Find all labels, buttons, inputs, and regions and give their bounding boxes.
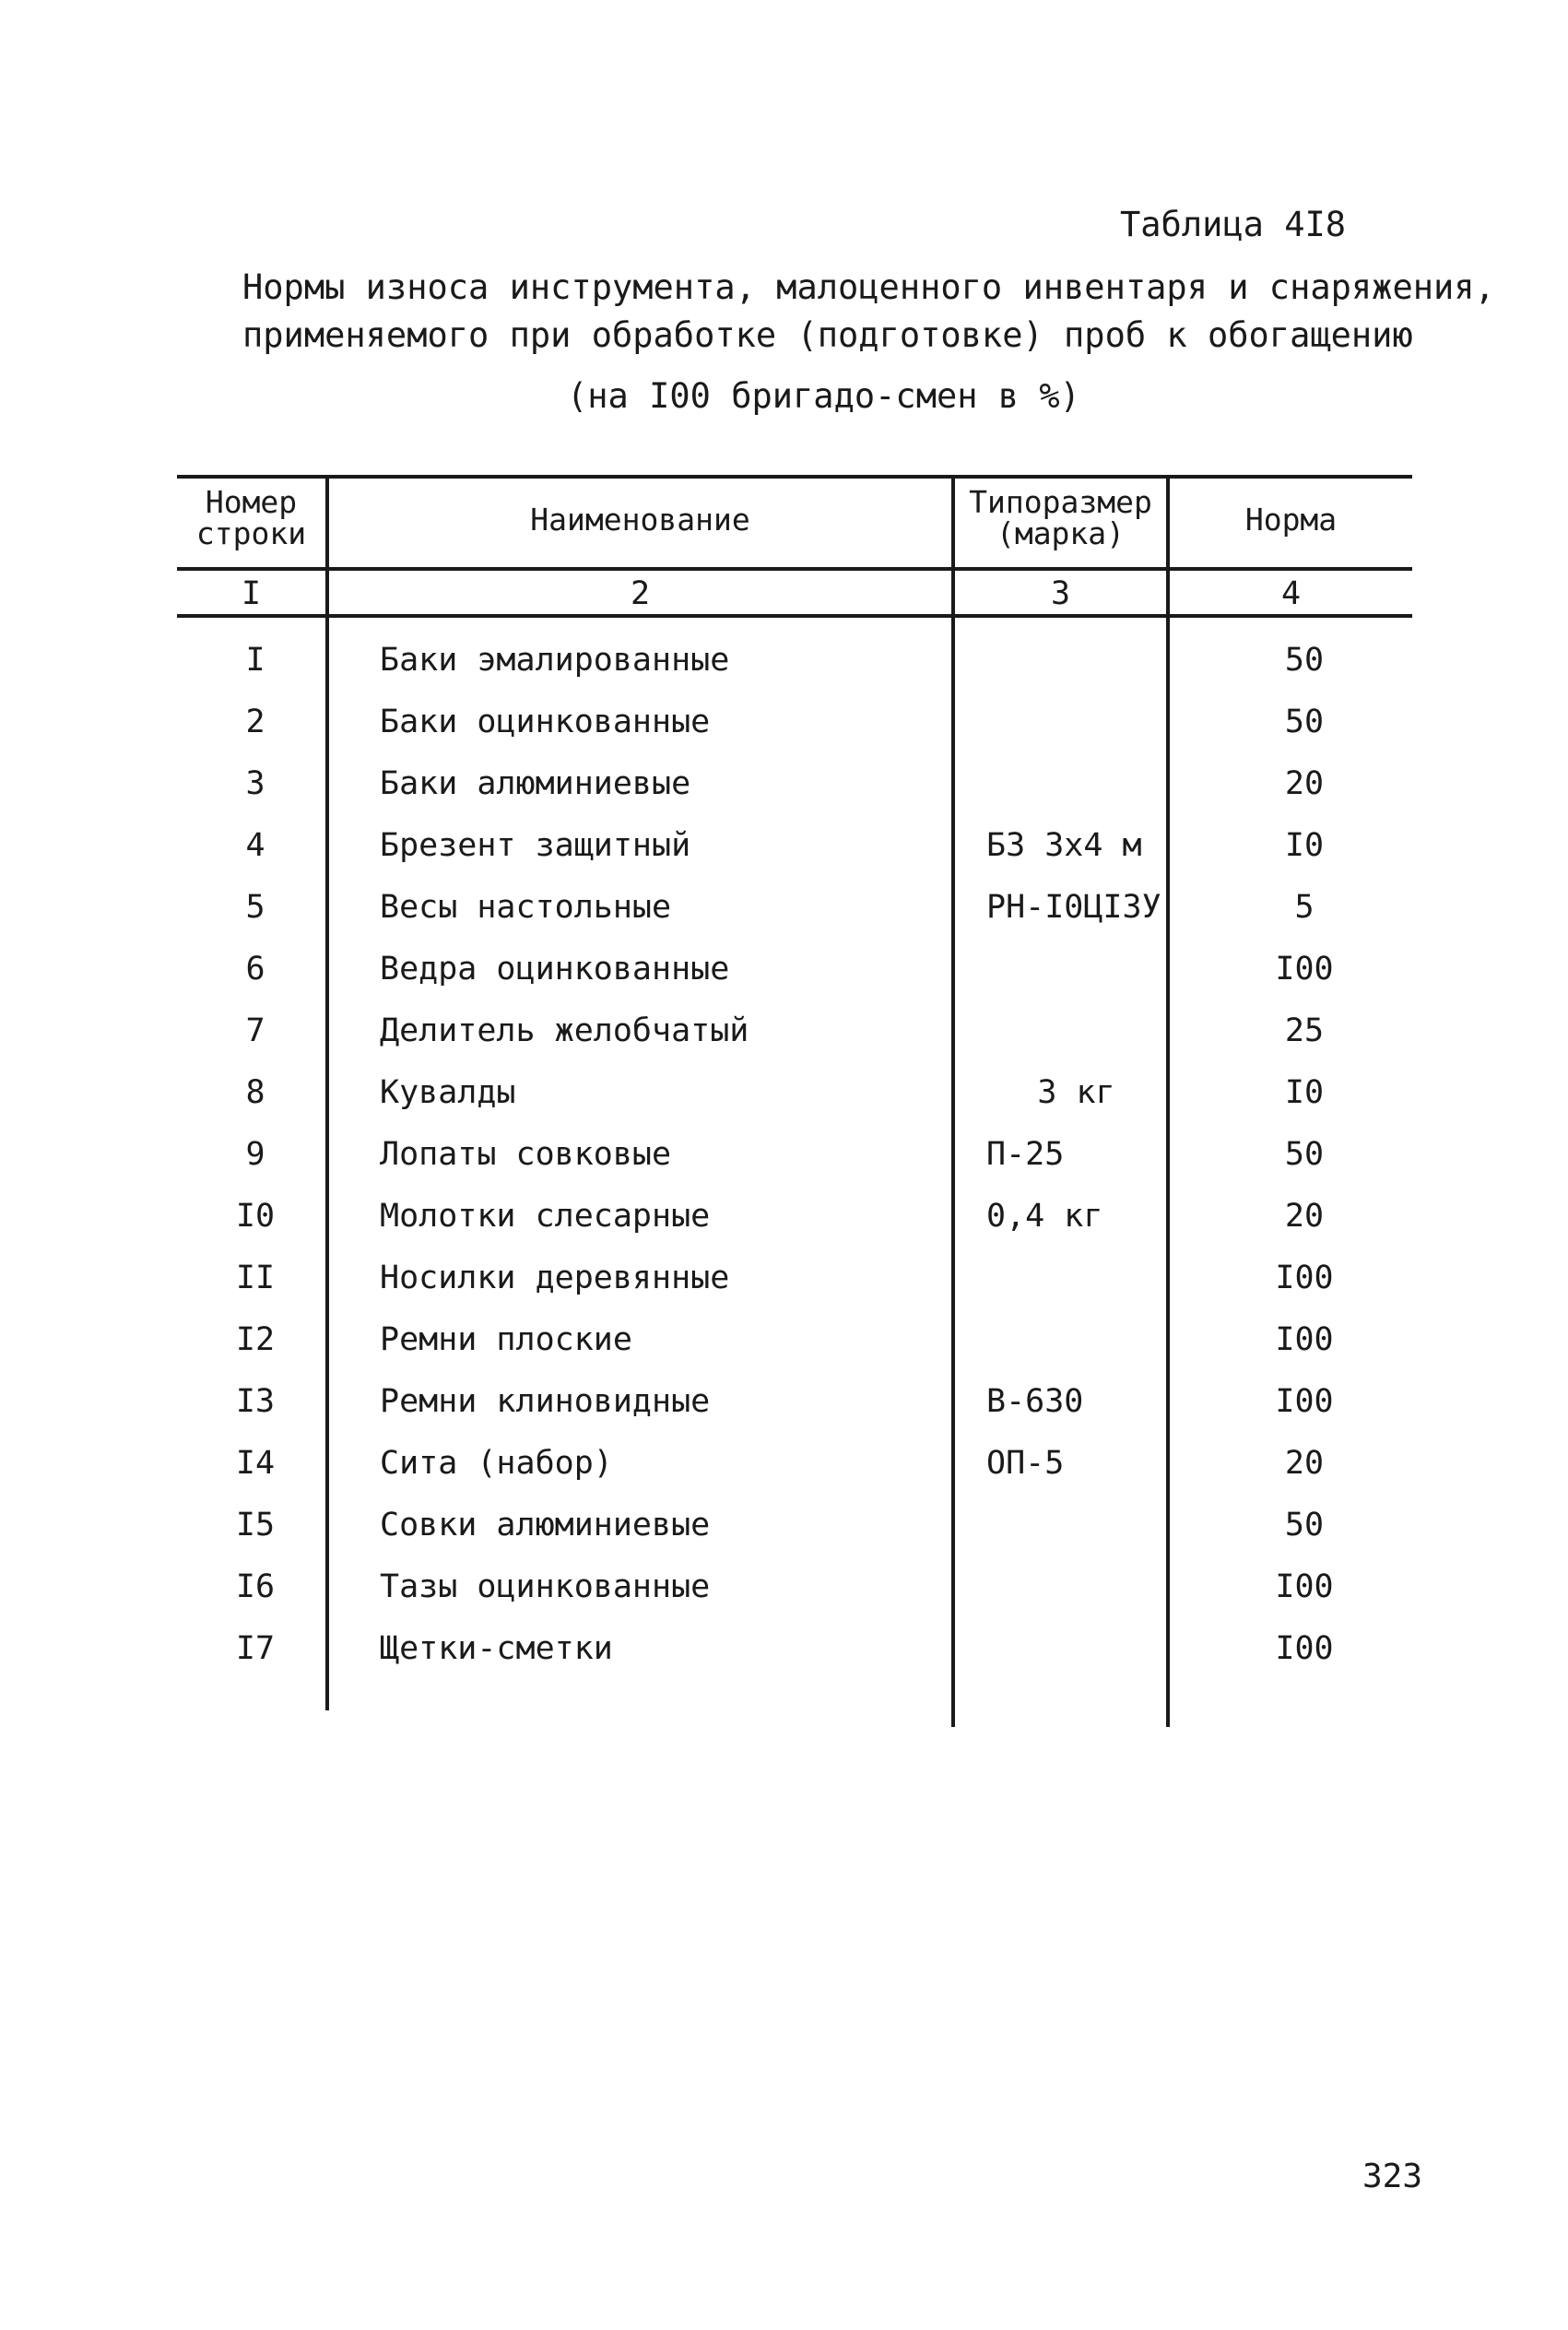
row-norm: 50 [1284,1136,1325,1173]
row-norm: 25 [1284,1012,1325,1049]
row-norm: I00 [1275,1260,1334,1296]
header-type [955,484,1166,551]
row-number: I [245,642,265,679]
row-norm: 50 [1284,704,1325,740]
row-number: II [235,1260,276,1296]
row-type: В-630 [986,1383,1084,1420]
header-name: Наименование [530,502,750,538]
column-number-4: 4 [1280,575,1302,612]
row-name: Кувалды [380,1074,516,1111]
row-number: 2 [245,704,265,740]
column-number-3: 3 [1050,575,1071,612]
row-number: 3 [245,765,265,802]
table-top-rule [177,475,1412,479]
row-name: Ведра оцинкованные [380,951,730,988]
row-name: Молотки слесарные [380,1198,711,1235]
row-name: Баки алюминиевые [380,765,691,802]
row-name: Ремни клиновидные [380,1383,711,1420]
row-norm: I00 [1275,1321,1334,1358]
row-number: I6 [235,1568,276,1605]
row-norm: 50 [1284,1507,1325,1543]
column-number-2: 2 [630,575,651,612]
row-norm: I00 [1275,951,1334,988]
row-norm: I0 [1284,827,1325,864]
row-norm: 20 [1284,1198,1325,1235]
row-norm: I00 [1275,1383,1334,1420]
row-type: РН-I0ЦI3У [986,889,1161,926]
row-number: I2 [235,1321,276,1358]
row-number: I4 [235,1445,276,1482]
row-number: I0 [235,1198,276,1235]
row-norm: I0 [1284,1074,1325,1111]
row-norm: 50 [1284,642,1325,679]
header-bottom-rule [177,567,1412,571]
page-number: 323 [1362,2158,1423,2195]
row-norm: 20 [1284,1445,1325,1482]
row-type: ОП-5 [986,1445,1065,1482]
row-name: Совки алюминиевые [380,1507,711,1543]
row-name: Баки эмалированные [380,642,730,679]
row-name: Весы настольные [380,889,672,926]
row-type: П-25 [986,1136,1065,1173]
header-type-line-1: Типоразмер [969,484,1152,520]
row-number: 9 [245,1136,265,1173]
table-title-line-2: применяемого при обработке (подготовке) проб к обогащению [242,315,1413,355]
row-name: Лопаты совковые [380,1136,672,1173]
row-type: 3 кг [1037,1074,1115,1111]
row-name: Тазы оцинкованные [380,1568,711,1605]
row-name: Делитель желобчатый [380,1012,749,1049]
row-norm: 20 [1284,765,1325,802]
row-number: I3 [235,1383,276,1420]
column-number-1: I [241,575,262,612]
row-norm: 5 [1294,889,1315,926]
row-name: Ремни плоские [380,1321,632,1358]
row-number: 7 [245,1012,265,1049]
header-row-number [177,484,325,551]
row-name: Баки оцинкованные [380,704,711,740]
header-norm: Норма [1244,502,1338,538]
table-subtitle: (на I00 бригадо-смен в %) [567,376,1080,416]
row-number: 6 [245,951,265,988]
table-title-line-1: Нормы износа инструмента, малоценного инвентаря и снаряжения, [242,267,1495,307]
row-number: 8 [245,1074,265,1111]
row-name: Брезент защитный [380,827,691,864]
row-number: I7 [235,1630,276,1667]
header-type-line-2: (марка) [996,515,1126,551]
row-norm: I00 [1275,1568,1334,1605]
row-name: Сита (набор) [380,1445,613,1482]
row-type: 0,4 кг [986,1198,1103,1235]
header-row-number-line-2: строки [195,515,307,551]
column-numbers-bottom-rule [177,614,1412,618]
row-type: БЗ 3х4 м [986,827,1142,864]
row-name: Носилки деревянные [380,1260,730,1296]
header-row-number-line-1: Номер [205,484,298,520]
row-name: Щетки-сметки [380,1630,613,1667]
table-label: Таблица 4I8 [1120,205,1347,244]
row-number: 5 [245,889,265,926]
row-number: I5 [235,1507,276,1543]
row-number: 4 [245,827,265,864]
row-norm: I00 [1275,1630,1334,1667]
